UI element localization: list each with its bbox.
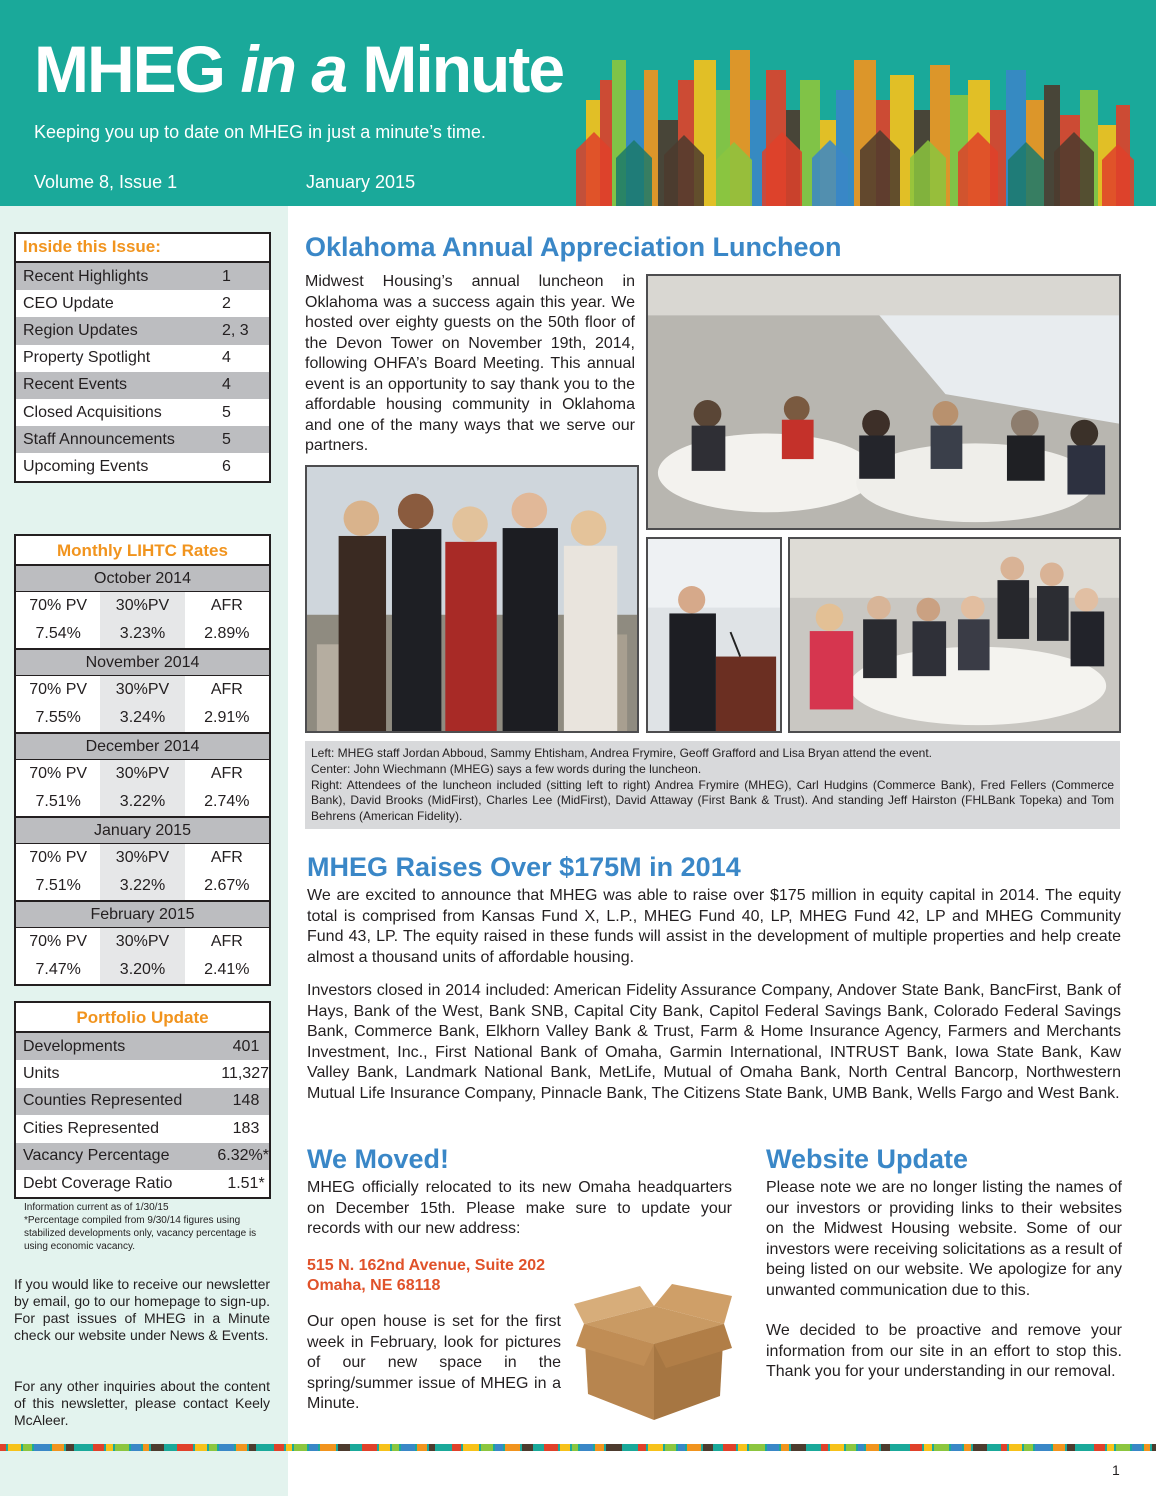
strip-segment xyxy=(866,1444,879,1451)
strip-segment xyxy=(93,1444,104,1451)
strip-segment xyxy=(195,1444,207,1451)
rates-month-group xyxy=(16,902,269,984)
strip-segment xyxy=(580,1444,593,1451)
rates-header-row: 70% PV 30%PV AFR xyxy=(16,592,269,620)
toc-item[interactable]: Region Updates 2, 3 xyxy=(16,317,269,344)
strip-segment xyxy=(249,1444,256,1451)
strip-segment xyxy=(1053,1444,1065,1451)
page-number: 1 xyxy=(1112,1462,1120,1478)
strip-segment xyxy=(544,1444,558,1451)
strip-segment xyxy=(66,1444,74,1451)
strip-segment xyxy=(572,1444,578,1451)
strip-segment xyxy=(452,1444,461,1451)
toc-item[interactable]: CEO Update 2 xyxy=(23,294,231,312)
portfolio-row: Developments 401 xyxy=(16,1033,269,1060)
inquiries-text: For any other inquiries about the content of this newsletter, please contact Keely McAleer. xyxy=(14,1378,270,1428)
strip-segment xyxy=(274,1444,284,1451)
speaker-photo xyxy=(646,537,782,733)
luncheon-room-photo xyxy=(646,274,1121,530)
strip-segment xyxy=(846,1444,856,1451)
strip-segment xyxy=(665,1444,676,1451)
portfolio-row: Counties Represented 148 xyxy=(16,1088,269,1115)
strip-segment xyxy=(821,1444,828,1451)
strip-segment xyxy=(1067,1444,1075,1451)
strip-segment xyxy=(1094,1444,1105,1451)
strip-segment xyxy=(830,1444,844,1451)
strip-segment xyxy=(417,1444,427,1451)
strip-segment xyxy=(379,1444,390,1451)
portfolio-row: Vacancy Percentage 6.32%* xyxy=(16,1143,269,1170)
strip-segment xyxy=(352,1444,360,1451)
strip-segment xyxy=(1024,1444,1033,1451)
portfolio-update-table xyxy=(14,1001,271,1199)
strip-segment xyxy=(1001,1444,1007,1451)
portfolio-footnote: Information current as of 1/30/15 *Percentage compiled from 9/30/14 figures using stabilized developments only, vacancy percentage is using economic vacancy. xyxy=(24,1202,257,1252)
portfolio-row: Units 11,327 xyxy=(23,1065,269,1083)
strip-segment xyxy=(362,1444,377,1451)
strip-segment xyxy=(52,1444,64,1451)
toc-item[interactable]: Staff Announcements 5 xyxy=(16,426,269,453)
strip-segment xyxy=(715,1444,721,1451)
portfolio-row: Debt Coverage Ratio 1.51* xyxy=(23,1174,265,1192)
attendees-table-photo xyxy=(788,537,1121,733)
toc-item[interactable]: Upcoming Events 6 xyxy=(23,457,231,475)
month-label: February 2015 xyxy=(16,902,269,928)
strip-segment xyxy=(687,1444,701,1451)
month-label: October 2014 xyxy=(16,566,269,592)
raises-paragraph-2: Investors closed in 2014 included: American Fidelity Assurance Company, Andover State Bank, BancFirst, Bank of Hays, Bank of the West, Bank SNB, Capital City Bank, Capitol Federal Savings Bank, Colorado Federal Savings Bank, Commerce Bank, Elkhorn Valley Bank & Trust, Farm & Home Insurance Agency, Farmers and Merchants Investment, Inc., First National Bank of Omaha, Garmin International, INTRUST Bank, Iowa State Bank, Kaw Valley Bank, Landmark National Bank, MetLife, Mutual of Omaha Bank, North Central Bancorp, Northwestern Mutual Life Insurance Company, Pinnacle Bank, The Citizens State Bank, UMB Bank, Wells Fargo and West Bank. xyxy=(307,982,1121,1102)
strip-segment xyxy=(808,1444,819,1451)
strip-segment xyxy=(106,1444,113,1451)
rates-header-row: 70% PV 30%PV AFR xyxy=(16,760,269,788)
toc-item[interactable]: Recent Events 4 xyxy=(16,372,269,399)
rates-header-row: 70% PV 30%PV AFR xyxy=(16,844,269,872)
moving-box-icon xyxy=(574,1284,734,1424)
staff-group-photo xyxy=(305,465,639,733)
strip-segment xyxy=(648,1444,663,1451)
strip-segment xyxy=(723,1444,736,1451)
strip-segment xyxy=(151,1444,164,1451)
strip-segment xyxy=(951,1444,962,1451)
rates-month-group xyxy=(16,818,269,902)
new-address: 515 N. 162nd Avenue, Suite 202 Omaha, NE 68118 xyxy=(307,1257,546,1294)
moved-paragraph-1: MHEG officially relocated to its new Omaha headquarters on December 15th. Please make sure to update your records with our new address: xyxy=(307,1179,732,1237)
website-paragraph-2: We decided to be proactive and remove your information from our site in an effort to stop this. Thank you for your understanding in our removal. xyxy=(766,1322,1122,1380)
strip-segment xyxy=(429,1444,435,1451)
toc-item[interactable]: Closed Acquisitions 5 xyxy=(23,403,231,421)
strip-segment xyxy=(973,1444,987,1451)
strip-segment xyxy=(338,1444,350,1451)
strip-segment xyxy=(76,1444,91,1451)
strip-segment xyxy=(749,1444,765,1451)
strip-segment xyxy=(0,1444,6,1451)
strip-segment xyxy=(294,1444,307,1451)
strip-segment xyxy=(781,1444,789,1451)
moved-heading: We Moved! xyxy=(307,1144,450,1174)
photo-caption: Left: MHEG staff Jordan Abboud, Sammy Ehtisham, Andrea Frymire, Geoff Grafford and Lisa Bryan attend the event. Center: John Wiechmann (MHEG) says a few words during the luncheon. Right: Attendees of the luncheon included (sitting left to right) Andrea Frymire (MHEG), Carl Hudgins (Commerce Bank), Fred Fellers (Commerce Bank), David Brooks (MidFirst), Charles Lee (MidFirst), David Attaway (First Bank & Trust). And standing Jeff Hairston (FHLBank Topeka) and Tom Behrens (American Fidelity). xyxy=(305,741,1120,829)
strip-segment xyxy=(309,1444,318,1451)
strip-segment xyxy=(236,1444,247,1451)
strip-segment xyxy=(392,1444,399,1451)
strip-segment xyxy=(624,1444,636,1451)
toc-item[interactable]: Property Spotlight 4 xyxy=(23,349,231,367)
strip-segment xyxy=(258,1444,272,1451)
rates-value-row: 7.51% 3.22% 2.67% xyxy=(16,872,269,900)
signup-text: If you would like to receive our newsletter by email, go to our homepage to sign-up. For past issues of MHEG in a Minute check our website under News & Events. xyxy=(14,1276,271,1343)
table-of-contents xyxy=(14,232,271,483)
strip-segment xyxy=(560,1444,570,1451)
strip-segment xyxy=(703,1444,713,1451)
strip-segment xyxy=(131,1444,141,1451)
toc-title: Inside this Issue: xyxy=(16,234,269,263)
strip-segment xyxy=(1144,1444,1150,1451)
strip-segment xyxy=(1077,1444,1092,1451)
strip-segment xyxy=(881,1444,890,1451)
strip-segment xyxy=(638,1444,646,1451)
strip-segment xyxy=(286,1444,292,1451)
website-heading: Website Update xyxy=(766,1144,969,1174)
month-label: November 2014 xyxy=(16,650,269,676)
raises-heading: MHEG Raises Over $175M in 2014 xyxy=(307,852,741,882)
rates-header-row: 70% PV 30%PV AFR xyxy=(16,676,269,704)
issue-date: January 2015 xyxy=(306,172,416,192)
rates-month-group xyxy=(16,566,269,650)
skyline-illustration xyxy=(566,40,1136,206)
strip-segment xyxy=(401,1444,415,1451)
strip-segment xyxy=(738,1444,747,1451)
strip-segment xyxy=(219,1444,234,1451)
moved-paragraph-2: Our open house is set for the first week in February, look for pictures of our new space in the spring/summer issue of MHEG in a Minute. xyxy=(307,1313,561,1412)
rates-value-row: 7.47% 3.20% 2.41% xyxy=(16,956,269,984)
strip-segment xyxy=(522,1444,533,1451)
strip-segment xyxy=(166,1444,175,1451)
luncheon-body: Midwest Housing’s annual luncheon in Oklahoma was a success again this year. We hosted over eighty guests on the 50th floor of the Devon Tower on November 19th, 2014, following OHFA’s Board Meeting. This annual event is an opportunity to say thank you to the affordable housing community in Oklahoma and one of the many ways that we serve our partners. xyxy=(305,273,635,454)
rates-value-row: 7.55% 3.24% 2.91% xyxy=(16,704,269,732)
strip-segment xyxy=(858,1444,864,1451)
strip-segment xyxy=(791,1444,806,1451)
rates-month-group xyxy=(16,650,269,734)
strip-segment xyxy=(320,1444,336,1451)
strip-segment xyxy=(1009,1444,1022,1451)
strip-segment xyxy=(767,1444,779,1451)
strip-segment xyxy=(505,1444,520,1451)
strip-segment xyxy=(595,1444,604,1451)
strip-segment xyxy=(924,1444,932,1451)
newsletter-title: MHEG in a Minute xyxy=(34,32,564,106)
strip-segment xyxy=(1132,1444,1142,1451)
strip-segment xyxy=(143,1444,149,1451)
color-strip xyxy=(0,1444,1156,1451)
strip-segment xyxy=(1035,1444,1051,1451)
month-label: January 2015 xyxy=(16,818,269,844)
strip-segment xyxy=(23,1444,32,1451)
masthead xyxy=(0,0,1156,206)
strip-segment xyxy=(1107,1444,1114,1451)
strip-segment xyxy=(535,1444,542,1451)
strip-segment xyxy=(209,1444,217,1451)
strip-segment xyxy=(34,1444,50,1451)
strip-segment xyxy=(8,1444,21,1451)
strip-segment xyxy=(463,1444,479,1451)
portfolio-rows xyxy=(16,1033,269,1197)
strip-segment xyxy=(481,1444,493,1451)
tagline: Keeping you up to date on MHEG in just a minute’s time. xyxy=(34,122,486,142)
toc-item[interactable]: Recent Highlights 1 xyxy=(16,263,269,290)
rates-header-row: 70% PV 30%PV AFR xyxy=(16,928,269,956)
strip-segment xyxy=(115,1444,129,1451)
strip-segment xyxy=(1116,1444,1130,1451)
strip-segment xyxy=(678,1444,685,1451)
strip-segment xyxy=(606,1444,622,1451)
strip-segment xyxy=(1152,1444,1156,1451)
strip-segment xyxy=(177,1444,193,1451)
rates-value-row: 7.51% 3.22% 2.74% xyxy=(16,788,269,816)
strip-segment xyxy=(964,1444,971,1451)
issue-volume: Volume 8, Issue 1 xyxy=(34,172,178,192)
lihtc-rates-table xyxy=(14,534,271,986)
raises-paragraph-1: We are excited to announce that MHEG was able to raise over $175 million in equity capital in 2014. The equity total is comprised from Kansas Fund X, L.P., MHEG Fund 40, LP, MHEG Fund 42, LP and MHEG Community Fund 43, LP. The equity raised in these funds will assist in the development of multiple properties and help create almost a thousand units of affordable housing. xyxy=(307,887,1121,966)
strip-segment xyxy=(437,1444,450,1451)
strip-segment xyxy=(934,1444,949,1451)
portfolio-title: Portfolio Update xyxy=(16,1003,269,1033)
strip-segment xyxy=(495,1444,503,1451)
website-paragraph-1: Please note we are no longer listing the names of our investors or providing links to their websites on the Midwest Housing website. Some of our investors were receiving solicitations as a result of being listed on our website. We apologize for any unwanted communication due to this. xyxy=(766,1179,1122,1299)
strip-segment xyxy=(892,1444,908,1451)
strip-segment xyxy=(910,1444,922,1451)
month-label: December 2014 xyxy=(16,734,269,760)
rates-month-group xyxy=(16,734,269,818)
toc-list xyxy=(16,263,269,481)
luncheon-heading: Oklahoma Annual Appreciation Luncheon xyxy=(305,232,842,262)
lihtc-title: Monthly LIHTC Rates xyxy=(16,536,269,566)
portfolio-row: Cities Represented 183 xyxy=(23,1119,260,1137)
rates-value-row: 7.54% 3.23% 2.89% xyxy=(16,620,269,648)
strip-segment xyxy=(989,1444,999,1451)
